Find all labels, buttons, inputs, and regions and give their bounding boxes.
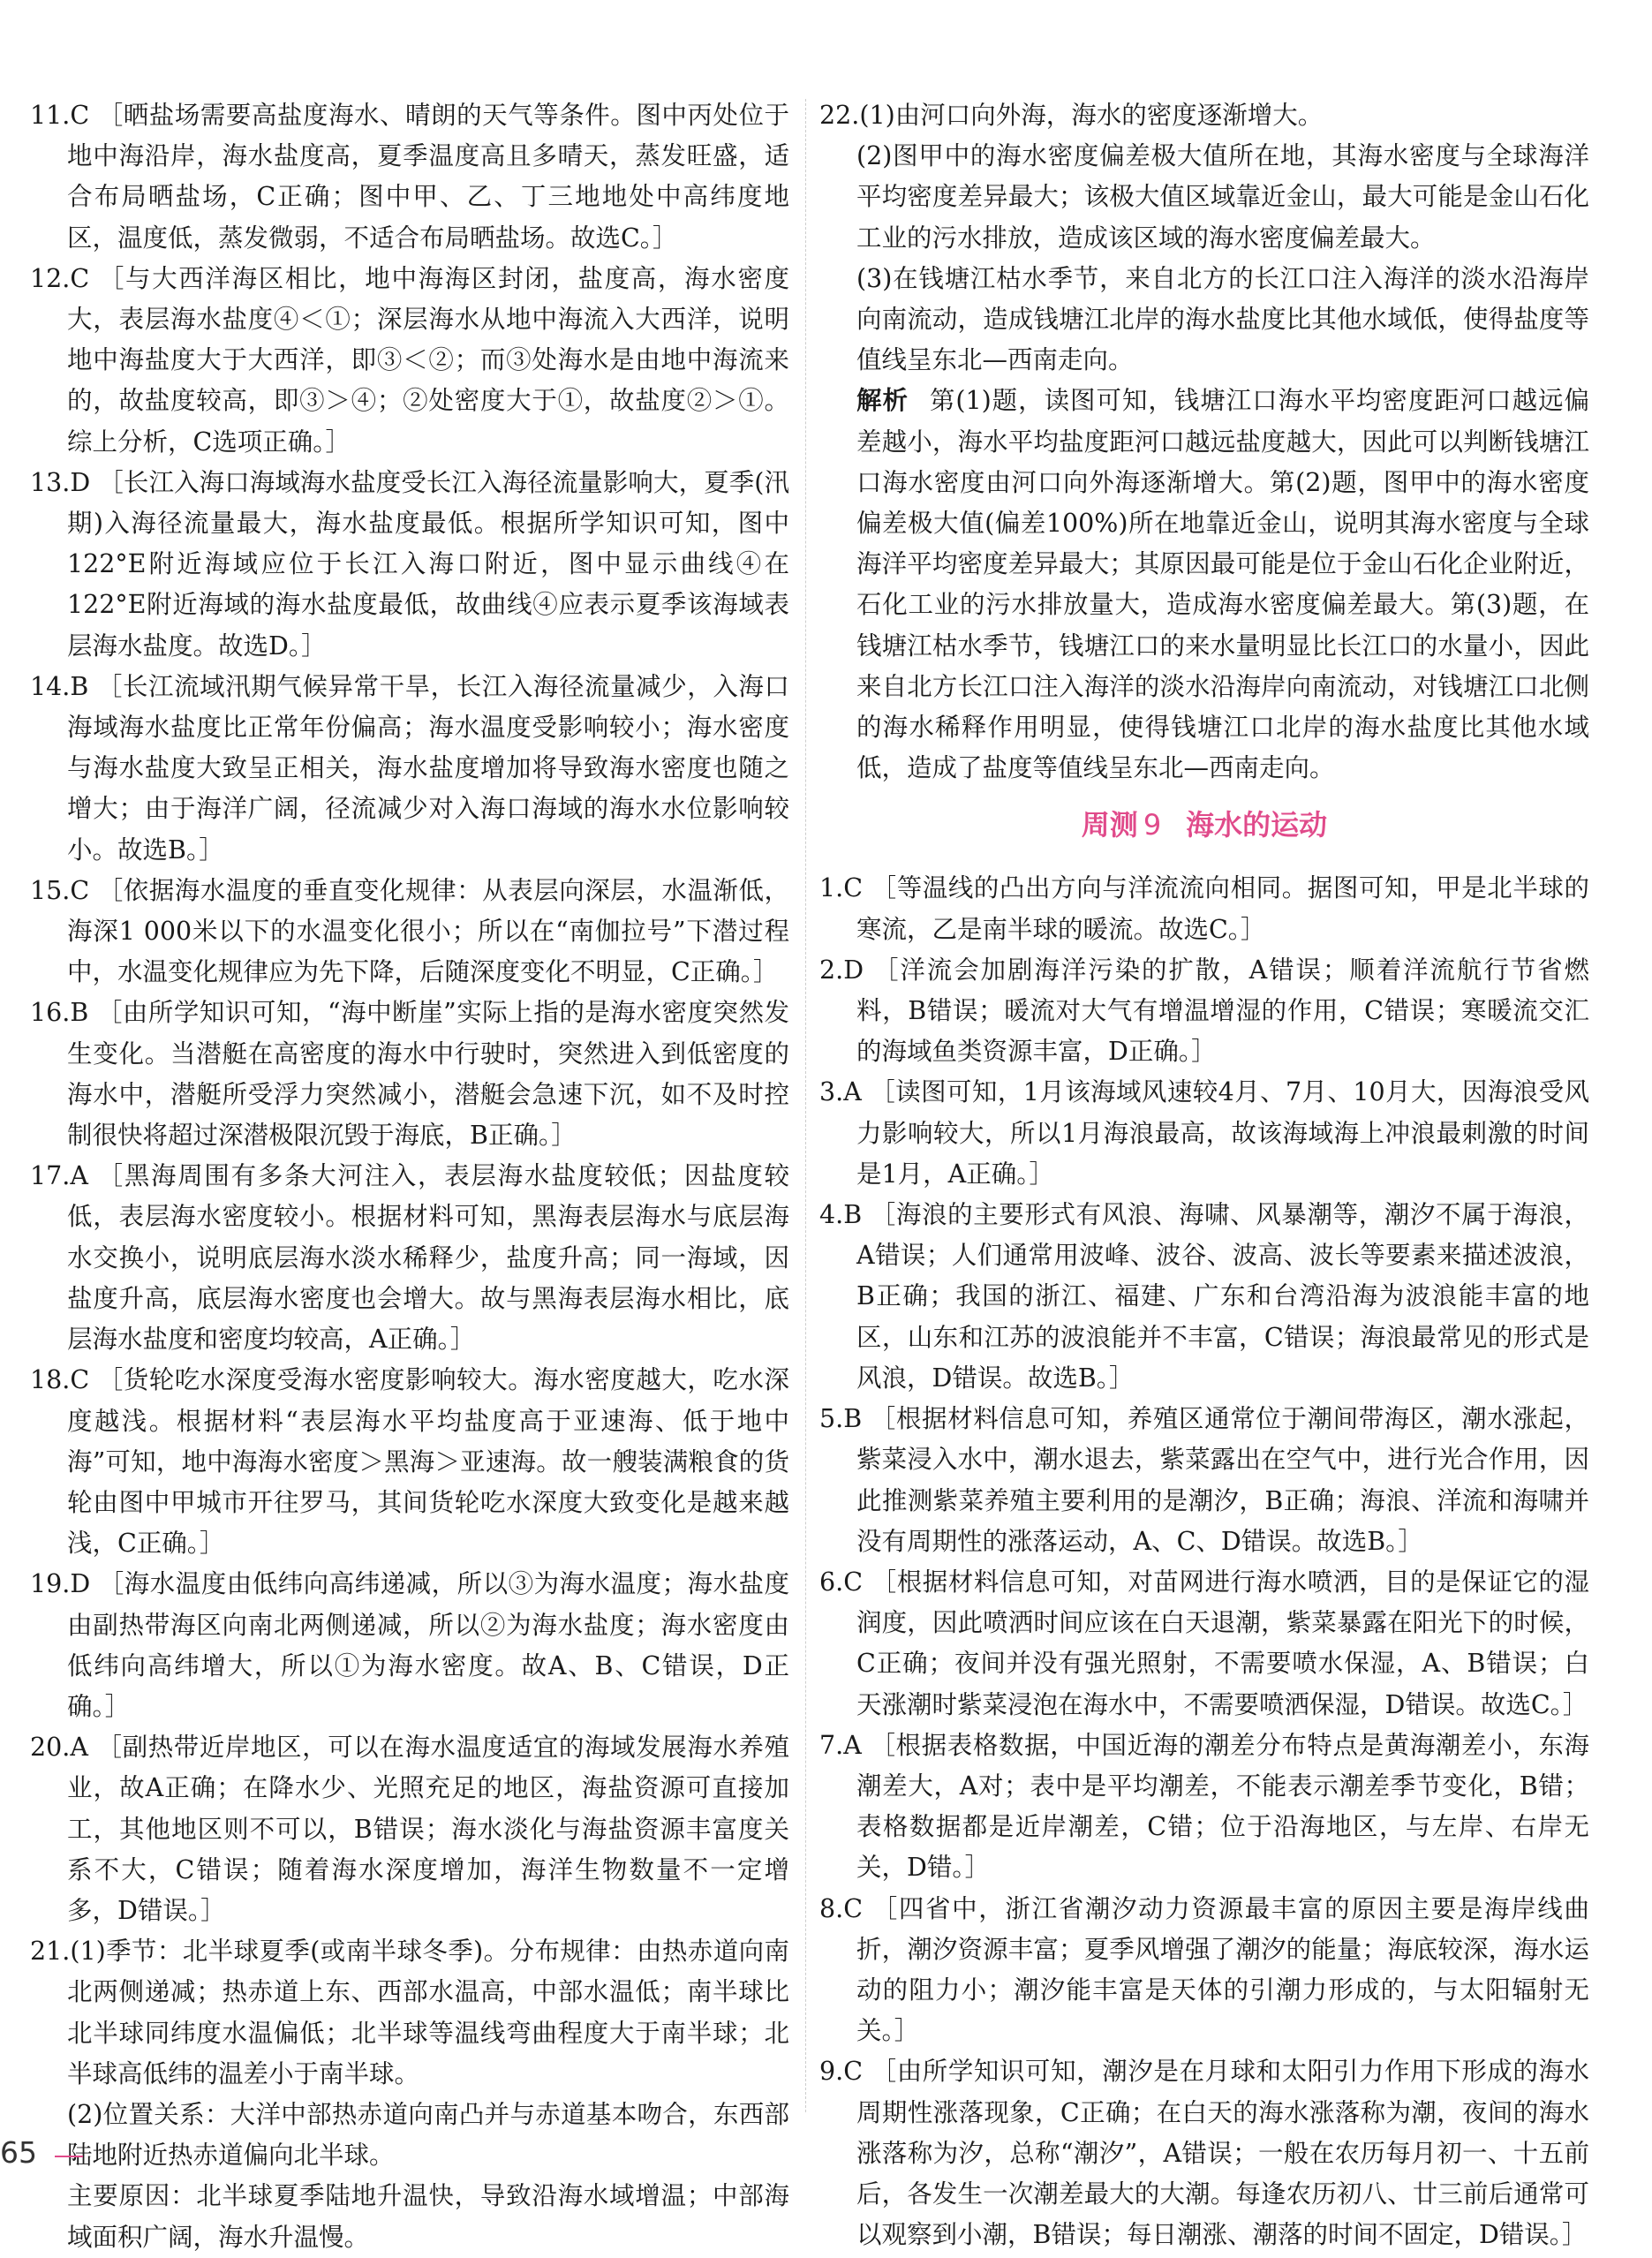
analysis-block <box>819 381 1589 789</box>
analysis-text: 第(1)题，读图可知，钱塘江口海水平均密度距河口越远偏差越小，海水平均盐度距河口越远盐度越大，因此可以判断钱塘江口海水密度由河口向外海逐渐增大。第(2)题，图甲中的海水密度偏差极大值(偏差100%)所在地靠近金山，说明其海水密度与全球海洋平均密度差异最大；其原因最可能是位于金山石化企业附近，石化工业的污水排放量大，造成海水密度偏差最大。第(3)题，在钱塘江枯水季节，钱塘江口的来水量明显比长江口的水量小，因此来自北方长江口注入海洋的淡水沿海岸向南流动，对钱塘江口北侧的海水稀释作用明显，使得钱塘江口北岸的海水盐度比其他水域低，造成了盐度等值线呈东北—西南走向。 <box>856 386 1589 783</box>
section-prefix: 周测 <box>1081 808 1138 842</box>
answer-subpart: 主要原因：北半球夏季陆地升温快，导致沿海水域增温；中部海域面积广阔，海水升温慢。 <box>67 2181 789 2252</box>
page-number-rule <box>55 2156 83 2157</box>
page-number: 65 <box>0 2135 37 2170</box>
column-divider <box>805 99 806 2112</box>
answer-item: 5.B ［根据材料信息可知，养殖区通常位于潮间带海区，潮水涨起，紫菜浸入水中，潮水退去，紫菜露出在空气中，进行光合作用，因此推测紫菜养殖主要利用的是潮汐，B正确；海浪、洋流和海啸并没有周期性的涨落运动，A、C、D错误。故选B。］ <box>819 1404 1589 1556</box>
answer-item: 13.D ［长江入海口海域海水盐度受长江入海径流量影响大，夏季(汛期)入海径流量最大，海水盐度最低。根据所学知识可知，图中122°E附近海域应位于长江入海口附近，图中显示曲线④在122°E附近海域的海水盐度最低，故曲线④应表示夏季该海域表层海水盐度。故选D。］ <box>30 467 789 661</box>
answer-item: 3.A ［读图可知，1月该海域风速较4月、7月、10月大，因海浪受风力影响较大，所以1月海浪最高，故该海域海上冲浪最刺激的时间是1月，A正确。］ <box>819 1077 1589 1189</box>
answer-item: 2.D ［洋流会加剧海洋污染的扩散，A错误；顺着洋流航行节省燃料，B错误；暖流对大气有增温增湿的作用，C错误；寒暖流交汇的海域鱼类资源丰富，D正确。］ <box>819 955 1589 1067</box>
answer-item: 4.B ［海浪的主要形式有风浪、海啸、风暴潮等，潮汐不属于海浪，A错误；人们通常用波峰、波谷、波高、波长等要素来描述波浪，B正确；我国的浙江、福建、广东和台湾沿海为波浪能丰富的地区，山东和江苏的波浪能并不丰富，C错误；海浪最常见的形式是风浪，D错误。故选B。］ <box>819 1200 1589 1393</box>
answer-subpart: (3)在钱塘江枯水季节，来自北方的长江口注入海洋的淡水沿海岸向南流动，造成钱塘江北岸的海水盐度比其他水域低，使得盐度等值线呈东北—西南走向。 <box>856 263 1589 375</box>
answer-item: 16.B ［由所学知识可知，“海中断崖”实际上指的是海水密度突然发生变化。当潜艇在高密度的海水中行驶时，突然进入到低密度的海水中，潜艇所受浮力突然减小，潜艇会急速下沉，如不及时控制很快将超过深潜极限沉毁于海底，B正确。］ <box>30 998 789 1151</box>
left-column <box>30 95 789 2258</box>
right-column <box>819 95 1589 2255</box>
answer-item: 6.C ［根据材料信息可知，对苗网进行海水喷洒，目的是保证它的湿润度，因此喷洒时间应该在白天退潮，紫菜暴露在阳光下的时候，C正确；夜间并没有强光照射，不需要喷水保湿，A、B错误；白天涨潮时紫菜浸泡在海水中，不需要喷洒保湿，D错误。故选C。］ <box>819 1567 1589 1719</box>
section-heading: 海水的运动 <box>1186 808 1328 842</box>
answer-item: 12.C ［与大西洋海区相比，地中海海区封闭，盐度高，海水密度大，表层海水盐度④＜①；深层海水从地中海流入大西洋，说明地中海盐度大于大西洋，即③＜②；而③处海水是由地中海流来的，故盐度较高，即③＞④；②处密度大于①，故盐度②＞①。综上分析，C选项正确。］ <box>30 263 789 457</box>
section-title <box>819 804 1589 845</box>
answer-item: 22.(1)由河口向外海，海水的密度逐渐增大。 <box>819 101 1324 130</box>
answer-item: 21.(1)季节：北半球夏季(或南半球冬季)。分布规律：由热赤道向南北两侧递减；热赤道上东、西部水温高，中部水温低；南半球比北半球同纬度水温偏低；北半球等温线弯曲程度大于南半球；北半球高低纬的温差小于南半球。 <box>30 1937 789 2088</box>
answer-item: 14.B ［长江流域汛期气候异常干旱，长江入海径流量减少，入海口海域海水盐度比正常年份偏高；海水温度受影响较小；海水密度与海水盐度大致呈正相关，海水盐度增加将导致海水密度也随之增大；由于海洋广阔，径流减少对入海口海域的海水水位影响较小。故选B。］ <box>30 671 789 865</box>
analysis-label: 解析 <box>856 386 909 416</box>
answer-item: 11.C ［晒盐场需要高盐度海水、晴朗的天气等条件。图中丙处位于地中海沿岸，海水盐度高，夏季温度高且多晴天，蒸发旺盛，适合布局晒盐场，C正确；图中甲、乙、丁三地地处中高纬度地区，温度低，蒸发微弱，不适合布局晒盐场。故选C。］ <box>30 101 789 253</box>
answer-item: 17.A ［黑海周围有多条大河注入，表层海水盐度较低；因盐度较低，表层海水密度较小。根据材料可知，黑海表层海水与底层海水交换小，说明底层海水淡水稀释少，盐度升高；同一海域，因盐度升高，底层海水密度也会增大。故与黑海表层海水相比，底层海水盐度和密度均较高，A正确。］ <box>30 1161 789 1355</box>
answer-item: 15.C ［依据海水温度的垂直变化规律：从表层向深层，水温渐低，海深1 000米以下的水温变化很小；所以在“南伽拉号”下潜过程中，水温变化规律应为先下降，后随深度变化不明显，C正确。］ <box>30 875 789 987</box>
section-number: 9 <box>1143 808 1162 842</box>
answer-subpart: (2)位置关系：大洋中部热赤道向南凸并与赤道基本吻合，东西部陆地附近热赤道偏向北半球。 <box>67 2099 789 2171</box>
answer-item: 1.C ［等温线的凸出方向与洋流流向相同。据图可知，甲是北半球的寒流，乙是南半球的暖流。故选C。］ <box>819 873 1589 944</box>
answer-item: 19.D ［海水温度由低纬向高纬递减，所以③为海水温度；海水盐度由副热带海区向南北两侧递减，所以②为海水盐度；海水密度由低纬向高纬增大，所以①为海水密度。故A、B、C错误，D正确。］ <box>30 1569 789 1721</box>
answer-subpart: (2)图甲中的海水密度偏差极大值所在地，其海水密度与全球海洋平均密度差异最大；该极大值区域靠近金山，最大可能是金山石化工业的污水排放，造成该区域的海水密度偏差最大。 <box>856 141 1589 253</box>
answer-item: 20.A ［副热带近岸地区，可以在海水温度适宜的海域发展海水养殖业，故A正确；在降水少、光照充足的地区，海盐资源可直接加工，其他地区则不可以，B错误；海水淡化与海盐资源丰富度关系不大，C错误；随着海水深度增加，海洋生物数量不一定增多，D错误。］ <box>30 1733 789 1925</box>
answer-item: 8.C ［四省中，浙江省潮汐动力资源最丰富的原因主要是海岸线曲折，潮汐资源丰富；夏季风增强了潮汐的能量；海底较深，海水运动的阻力小；潮汐能丰富是天体的引潮力形成的，与太阳辐射无关。］ <box>819 1893 1589 2046</box>
answer-item: 7.A ［根据表格数据，中国近海的潮差分布特点是黄海潮差小，东海潮差大，A对；表中是平均潮差，不能表示潮差季节变化，B错；表格数据都是近岸潮差，C错；位于沿海地区，与左岸、右岸无关，D错。］ <box>819 1730 1589 1883</box>
answer-item: 18.C ［货轮吃水深度受海水密度影响较大。海水密度越大，吃水深度越浅。根据材料“表层海水平均盐度高于亚速海、低于地中海”可知，地中海海水密度＞黑海＞亚速海。故一艘装满粮食的货轮由图中甲城市开往罗马，其间货轮吃水深度大致变化是越来越浅，C正确。］ <box>30 1365 789 1559</box>
answer-item: 9.C ［由所学知识可知，潮汐是在月球和太阳引力作用下形成的海水周期性涨落现象，C正确；在白天的海水涨落称为潮，夜间的海水涨落称为汐，总称“潮汐”，A错误；一般在农历每月初一、十五前后，各发生一次潮差最大的大潮。每逢农历初八、廿三前后通常可以观察到小潮，B错误；每日潮涨、潮落的时间不固定，D错误。］ <box>819 2057 1589 2250</box>
